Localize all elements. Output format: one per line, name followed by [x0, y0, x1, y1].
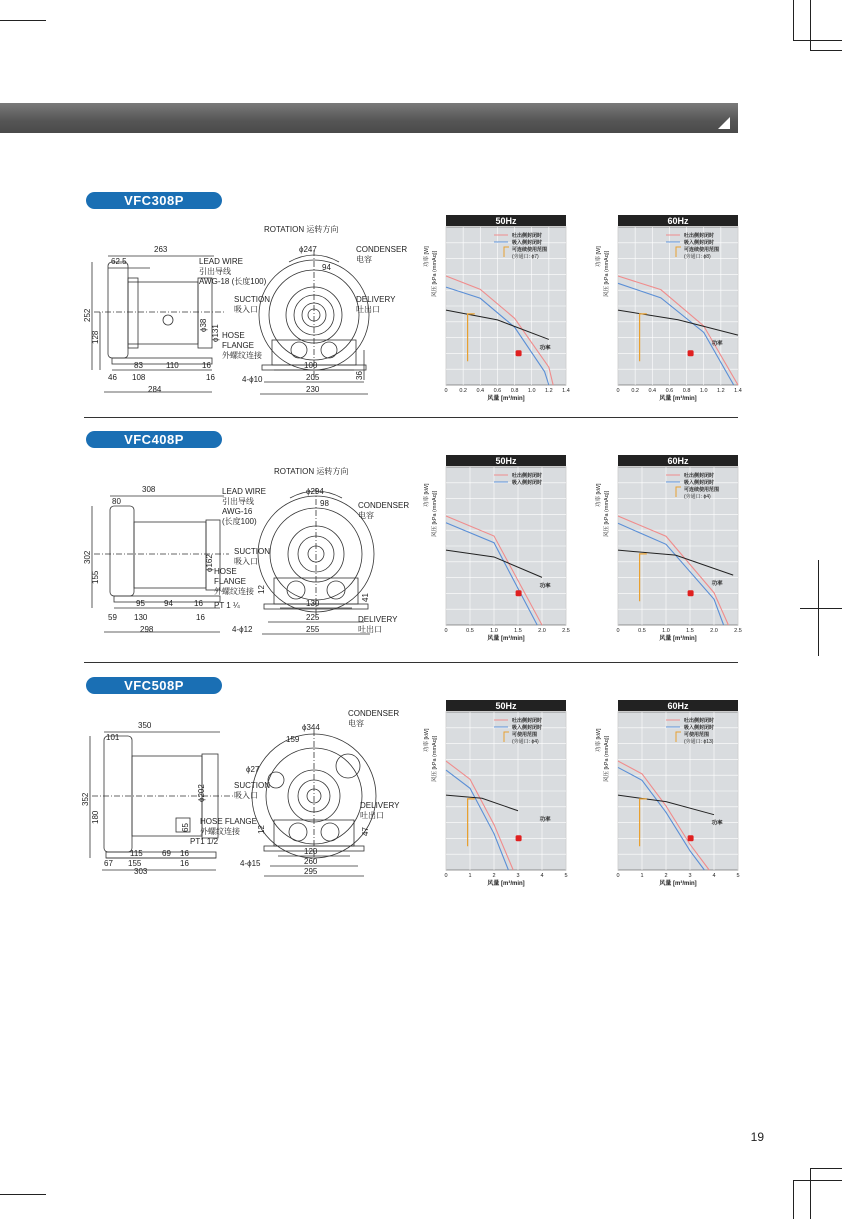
dim-180: 180 — [91, 810, 100, 824]
dim-308: 308 — [142, 485, 156, 494]
x-tick-label: 0.8 — [682, 388, 691, 394]
dim-face: ϕ247 — [299, 245, 317, 254]
dim-face: ϕ344 — [302, 723, 320, 732]
chart-title: 60Hz — [667, 701, 689, 711]
dim-110: 110 — [166, 361, 179, 370]
x-tick-label: 2.0 — [538, 628, 546, 634]
dim-16b: 16 — [196, 613, 205, 622]
x-tick-label: 1.4 — [562, 388, 570, 394]
corner-triangle-icon — [718, 117, 730, 129]
crop-mark-tr-h2 — [810, 50, 842, 51]
x-axis-label: 风量 [m³/min] — [487, 881, 525, 887]
dimension-drawing-vfc308p — [84, 220, 414, 400]
crop-mark-tr-v2 — [810, 0, 811, 50]
lead-wire-label: LEAD WIRE — [199, 257, 244, 266]
dim-100: 100 — [304, 361, 318, 370]
crop-mark-tr-v — [793, 0, 794, 40]
x-tick-label: 0.6 — [493, 388, 502, 394]
x-tick-label: 2 — [492, 873, 496, 879]
legend-entry: 可连续使用范围 — [684, 487, 720, 493]
motor-body — [128, 282, 198, 344]
x-axis-label: 风量 [m³/min] — [659, 881, 697, 887]
x-axis-label: 风量 [m³/min] — [659, 396, 697, 402]
y2-axis-label: 功率 [kW] — [596, 728, 602, 752]
y2-axis-label: 功率 [kW] — [424, 728, 430, 752]
crop-mark-mr-h — [800, 608, 842, 609]
power-label: 功率 — [539, 345, 551, 352]
legend-entry: 吸入侧封闭时 — [684, 725, 715, 731]
dim-263: 263 — [154, 245, 168, 254]
dimension-drawing-vfc408p — [84, 462, 414, 642]
dim-284: 284 — [148, 385, 162, 394]
legend-entry: (旁通口: ϕ8) — [684, 254, 711, 260]
x-tick-label: 0.2 — [631, 388, 639, 394]
legend-entry: 吐出侧封闭时 — [512, 233, 543, 239]
crop-mark-tr-h — [793, 40, 842, 41]
x-tick-label: 1.0 — [490, 628, 498, 634]
condenser-label-cn: 电容 — [358, 511, 374, 520]
dim-41: 41 — [361, 593, 370, 602]
legend-entry: 可使用范围 — [512, 732, 538, 738]
x-tick-label: 1 — [468, 873, 472, 879]
hose-label-cn: 外螺纹连接 — [200, 827, 240, 836]
model-title-vfc508p: VFC508P — [86, 677, 222, 694]
condenser-label: CONDENSER — [356, 245, 408, 254]
power-label: 功率 — [711, 581, 723, 588]
chart-vfc408p-60hz — [592, 455, 742, 649]
dim-16: 16 — [194, 599, 203, 608]
pt-label: PT 1 ¼ — [214, 601, 240, 610]
x-tick-label: 0 — [444, 628, 448, 634]
dim-holes: 4-ϕ15 — [240, 859, 261, 868]
x-tick-label: 0 — [616, 628, 620, 634]
dim-295: 295 — [304, 867, 318, 876]
legend-entry: 吐出侧封闭时 — [512, 718, 543, 724]
suction-label-cn: 吸入口 — [234, 305, 258, 314]
header-banner — [0, 103, 738, 133]
fan-housing-side — [108, 262, 128, 358]
dim-80: 80 — [112, 497, 121, 506]
lead-wire-spec: AWG-16 — [222, 507, 253, 516]
dim-108: 108 — [132, 373, 146, 382]
x-tick-label: 1.2 — [717, 388, 725, 394]
crop-mark-br-h — [793, 1180, 842, 1181]
y-axis-label: 风压 [kPa (mmAq)] — [604, 490, 610, 537]
legend-entry: 吸入侧封闭时 — [512, 480, 543, 486]
crop-mark-tl — [0, 20, 46, 21]
dim-298: 298 — [140, 625, 154, 634]
dim-159: 159 — [286, 735, 300, 744]
dim-260: 260 — [304, 857, 318, 866]
suction-port — [291, 342, 307, 358]
section-divider — [84, 417, 738, 418]
lead-wire-cn: 引出导线 — [199, 267, 231, 276]
rotation-label: ROTATION 运转方向 — [274, 467, 349, 476]
dim-94: 94 — [322, 263, 331, 272]
x-tick-label: 0 — [444, 873, 448, 879]
dim-303: 303 — [134, 867, 148, 876]
operating-point-marker — [688, 590, 694, 596]
operating-point-marker — [688, 835, 694, 841]
dim-16b: 16 — [180, 859, 189, 868]
legend-entry: 吐出侧封闭时 — [684, 718, 715, 724]
dim-202: ϕ202 — [197, 784, 206, 802]
dim-252: 252 — [83, 308, 92, 322]
legend-entry: (旁通口: ϕ13) — [684, 739, 714, 745]
suction-label: SUCTION — [234, 547, 270, 556]
hose-label: HOSE — [222, 331, 245, 340]
dim-255: 255 — [306, 625, 320, 634]
dim-352: 352 — [81, 792, 90, 806]
delivery-label: DELIVERY — [358, 615, 398, 624]
power-label: 功率 — [711, 341, 723, 348]
dim-holes: 4-ϕ12 — [232, 625, 253, 634]
operating-point-marker — [688, 350, 694, 356]
chart-title: 50Hz — [495, 456, 517, 466]
model-title-vfc308p: VFC308P — [86, 192, 222, 209]
x-tick-label: 0.2 — [459, 388, 467, 394]
dim-36: 36 — [355, 371, 364, 380]
delivery-label-cn: 吐出口 — [360, 811, 384, 820]
base-plate — [112, 358, 212, 364]
dim-115: 115 — [130, 849, 143, 858]
dim-225: 225 — [306, 613, 320, 622]
hose-label-cn: 外螺纹连接 — [214, 587, 254, 596]
hose-label-2: FLANGE — [222, 341, 255, 350]
legend-entry: 吐出侧封闭时 — [684, 233, 715, 239]
delivery-label: DELIVERY — [356, 295, 396, 304]
dim-83: 83 — [134, 361, 143, 370]
x-tick-label: 1.2 — [545, 388, 553, 394]
suction-label: SUCTION — [234, 781, 270, 790]
suction-label-cn: 吸入口 — [234, 557, 258, 566]
chart-title: 60Hz — [667, 456, 689, 466]
x-tick-label: 2.5 — [562, 628, 570, 634]
x-tick-label: 0.4 — [648, 388, 657, 394]
dim-face: ϕ294 — [306, 487, 324, 496]
x-tick-label: 5 — [564, 873, 568, 879]
dim-130: 130 — [134, 613, 148, 622]
crop-mark-br-v — [793, 1180, 794, 1219]
dim-302: 302 — [83, 550, 92, 564]
legend-entry: 吸入侧封闭时 — [512, 725, 543, 731]
dim-95: 95 — [136, 599, 145, 608]
dim-128: 128 — [91, 330, 100, 344]
x-tick-label: 0 — [444, 388, 448, 394]
chart-vfc508p-50hz — [420, 700, 570, 894]
power-label: 功率 — [711, 820, 723, 827]
dim-65: 65 — [181, 823, 190, 832]
x-tick-label: 1.0 — [699, 388, 708, 394]
delivery-label-cn: 吐出口 — [358, 625, 382, 634]
chart-vfc508p-60hz — [592, 700, 742, 894]
dim-12: 12 — [257, 585, 266, 594]
dim-155: 155 — [91, 570, 100, 584]
power-label: 功率 — [539, 583, 551, 590]
pt-label: PT1 1/2 — [190, 837, 219, 846]
x-tick-label: 0.4 — [476, 388, 485, 394]
x-axis-label: 风量 [m³/min] — [659, 636, 697, 642]
x-tick-label: 0.5 — [638, 628, 646, 634]
x-tick-label: 1.5 — [686, 628, 694, 634]
dim-46: 46 — [108, 373, 117, 382]
chart-title: 50Hz — [495, 701, 517, 711]
delivery-label: DELIVERY — [360, 801, 400, 810]
dim-16b: 16 — [206, 373, 215, 382]
dim-12: 12 — [257, 825, 266, 834]
y2-axis-label: 功率 [kW] — [596, 483, 602, 507]
dim-162: ϕ162 — [205, 554, 214, 572]
x-tick-label: 3 — [516, 873, 520, 879]
y2-axis-label: 功率 [W] — [424, 246, 430, 267]
dim-27: ϕ27 — [246, 765, 260, 774]
operating-point-marker — [516, 590, 522, 596]
dim-350: 350 — [138, 721, 152, 730]
x-tick-label: 1.4 — [734, 388, 742, 394]
hose-label-cn: 外螺纹连接 — [222, 351, 262, 360]
x-tick-label: 1.0 — [527, 388, 536, 394]
terminal-box — [163, 315, 173, 325]
suction-label: SUCTION — [234, 295, 270, 304]
legend-entry: 可连续使用范围 — [512, 247, 548, 253]
condenser-label: CONDENSER — [358, 501, 410, 510]
x-tick-label: 0.5 — [466, 628, 474, 634]
dim-59: 59 — [108, 613, 117, 622]
y2-axis-label: 功率 [W] — [596, 246, 602, 267]
legend-entry: 吸入侧封闭时 — [684, 240, 715, 246]
hose-label-2: FLANGE — [214, 577, 247, 586]
chart-vfc308p-60hz — [592, 215, 742, 409]
x-tick-label: 3 — [688, 873, 692, 879]
chart-vfc308p-50hz — [420, 215, 570, 409]
x-tick-label: 0 — [616, 388, 620, 394]
legend-entry: 吸入侧封闭时 — [512, 240, 543, 246]
legend-entry: (旁通口: ϕ7) — [512, 254, 539, 260]
x-tick-label: 4 — [712, 873, 716, 879]
page-number: 19 — [750, 1130, 764, 1144]
y-axis-label: 风压 [kPa (mmAq)] — [604, 735, 610, 782]
dim-16: 16 — [180, 849, 189, 858]
x-tick-label: 0.6 — [665, 388, 674, 394]
lead-wire-spec: AWG-18 (长度100) — [199, 277, 267, 286]
dim-131: ϕ131 — [211, 324, 220, 342]
legend-entry: 吐出侧封闭时 — [512, 473, 543, 479]
x-tick-label: 2 — [664, 873, 668, 879]
delivery-port — [321, 342, 337, 358]
dim-205: 205 — [306, 373, 320, 382]
chart-vfc408p-50hz — [420, 455, 570, 649]
section-divider — [84, 662, 738, 663]
model-title-vfc408p: VFC408P — [86, 431, 222, 448]
y-axis-label: 风压 [kPa (mmAq)] — [432, 735, 438, 782]
dim-94: 94 — [164, 599, 173, 608]
dim-69: 69 — [162, 849, 171, 858]
lead-wire-cn: 引出导线 — [222, 497, 254, 506]
dim-101: 101 — [106, 733, 120, 742]
y-axis-label: 风压 [kPa (mmAq)] — [432, 490, 438, 537]
legend-entry: 可使用范围 — [684, 732, 710, 738]
x-axis-label: 风量 [m³/min] — [487, 636, 525, 642]
hose-label: HOSE FLANGE — [200, 817, 257, 826]
hose-label: HOSE — [214, 567, 237, 576]
dim-98: 98 — [320, 499, 329, 508]
x-tick-label: 1 — [640, 873, 644, 879]
delivery-label-cn: 吐出口 — [356, 305, 380, 314]
suction-label-cn: 吸入口 — [234, 791, 258, 800]
operating-point-marker — [516, 350, 522, 356]
x-tick-label: 5 — [736, 873, 740, 879]
legend-entry: 吸入侧封闭时 — [684, 480, 715, 486]
motor-endcap — [198, 278, 212, 348]
condenser-label: CONDENSER — [348, 709, 400, 718]
dim-120: 120 — [304, 847, 318, 856]
operating-point-marker — [516, 835, 522, 841]
lead-wire-len: (长度100) — [222, 517, 257, 526]
x-tick-label: 1.0 — [662, 628, 670, 634]
legend-entry: (旁通口: ϕ4) — [512, 739, 539, 745]
x-tick-label: 0.8 — [510, 388, 519, 394]
dim-67: 67 — [104, 859, 113, 868]
y-axis-label: 风压 [kPa (mmAq)] — [604, 250, 610, 297]
dim-38: ϕ38 — [199, 318, 208, 332]
x-tick-label: 2.0 — [710, 628, 718, 634]
condenser-label-cn: 电容 — [356, 255, 372, 264]
power-label: 功率 — [539, 816, 551, 823]
chart-title: 50Hz — [495, 216, 517, 226]
dim-130b: 130 — [306, 599, 320, 608]
dim-230: 230 — [306, 385, 320, 394]
legend-entry: (旁通口: ϕ4) — [684, 494, 711, 500]
dim-47: 47 — [361, 827, 370, 836]
dimension-drawing-vfc508p — [81, 706, 414, 882]
dim-62-5: 62.5 — [111, 257, 127, 266]
lead-wire-label: LEAD WIRE — [222, 487, 267, 496]
x-tick-label: 2.5 — [734, 628, 742, 634]
condenser-label-cn: 电容 — [348, 719, 364, 728]
x-axis-label: 风量 [m³/min] — [487, 396, 525, 402]
chart-title: 60Hz — [667, 216, 689, 226]
dim-155: 155 — [128, 859, 142, 868]
legend-entry: 吐出侧封闭时 — [684, 473, 715, 479]
y-axis-label: 风压 [kPa (mmAq)] — [432, 250, 438, 297]
crop-mark-bl — [0, 1194, 46, 1195]
rotation-label: ROTATION 运转方向 — [264, 225, 339, 234]
x-tick-label: 4 — [540, 873, 544, 879]
crop-mark-br-v2 — [810, 1168, 811, 1219]
legend-entry: 可连续使用范围 — [684, 247, 720, 253]
crop-mark-br-h2 — [810, 1168, 842, 1169]
dim-holes: 4-ϕ10 — [242, 375, 263, 384]
dim-16: 16 — [202, 361, 211, 370]
x-tick-label: 0 — [616, 873, 620, 879]
y2-axis-label: 功率 [kW] — [424, 483, 430, 507]
x-tick-label: 1.5 — [514, 628, 522, 634]
